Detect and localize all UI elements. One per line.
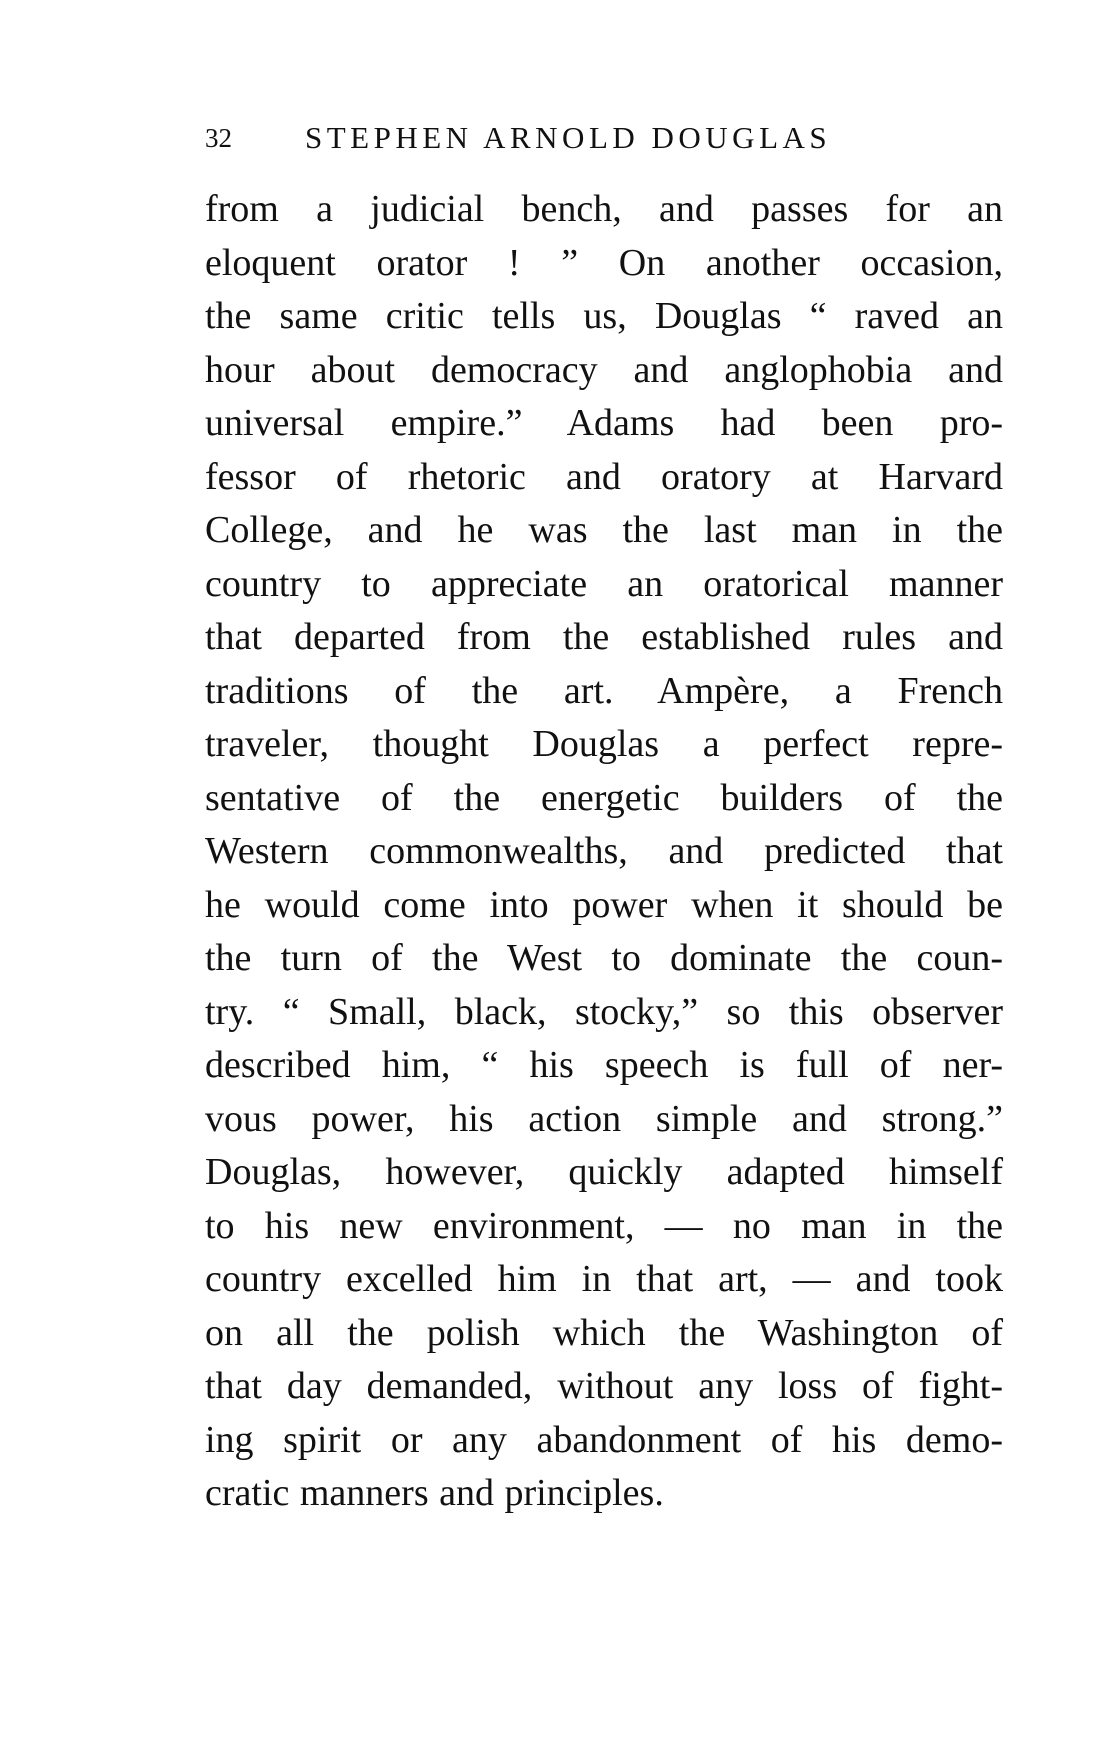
text-line: Douglas, however, quickly adapted himself bbox=[205, 1151, 1003, 1193]
text-line: universal empire.” Adams had been pro- bbox=[205, 402, 1003, 444]
text-line: Western commonwealths, and predicted that bbox=[205, 830, 1003, 872]
text-line: that day demanded, without any loss of fight- bbox=[205, 1365, 1003, 1407]
text-line: from a judicial bench, and passes for an bbox=[205, 188, 1003, 230]
text-line: to his new environment, — no man in the bbox=[205, 1204, 1003, 1247]
text-line: fessor of rhetoric and oratory at Harvard bbox=[205, 455, 1003, 498]
text-line: vous power, his action simple and strong.” bbox=[205, 1097, 1003, 1140]
text-line: that departed from the established rules and bbox=[205, 616, 1003, 658]
text-line: country excelled him in that art, — and took bbox=[205, 1258, 1003, 1300]
text-line: described him, “ his speech is full of ner- bbox=[205, 1044, 1003, 1086]
body-text bbox=[205, 183, 1003, 1521]
text-line: try. “ Small, black, stocky,” so this observer bbox=[205, 990, 1003, 1033]
text-line: the turn of the West to dominate the coun- bbox=[205, 937, 1003, 979]
page-number: 32 bbox=[205, 123, 232, 153]
text-line: sentative of the energetic builders of the bbox=[205, 776, 1003, 819]
text-line: traditions of the art. Ampère, a French bbox=[205, 669, 1003, 712]
running-head bbox=[205, 116, 1005, 160]
text-line: College, and he was the last man in the bbox=[205, 509, 1003, 551]
text-line: the same critic tells us, Douglas “ raved an bbox=[205, 295, 1003, 337]
text-line: country to appreciate an oratorical manner bbox=[205, 562, 1003, 605]
text-line: cratic manners and principles. bbox=[205, 1472, 664, 1514]
text-line: on all the polish which the Washington of bbox=[205, 1311, 1003, 1354]
running-title: STEPHEN ARNOLD DOUGLAS bbox=[305, 120, 832, 155]
text-line: ing spirit or any abandonment of his demo- bbox=[205, 1418, 1003, 1461]
text-line: hour about democracy and anglophobia and bbox=[205, 348, 1003, 391]
text-line: eloquent orator ! ” On another occasion, bbox=[205, 241, 1003, 284]
text-line: traveler, thought Douglas a perfect repre- bbox=[205, 723, 1003, 765]
text-line: he would come into power when it should be bbox=[205, 883, 1003, 926]
